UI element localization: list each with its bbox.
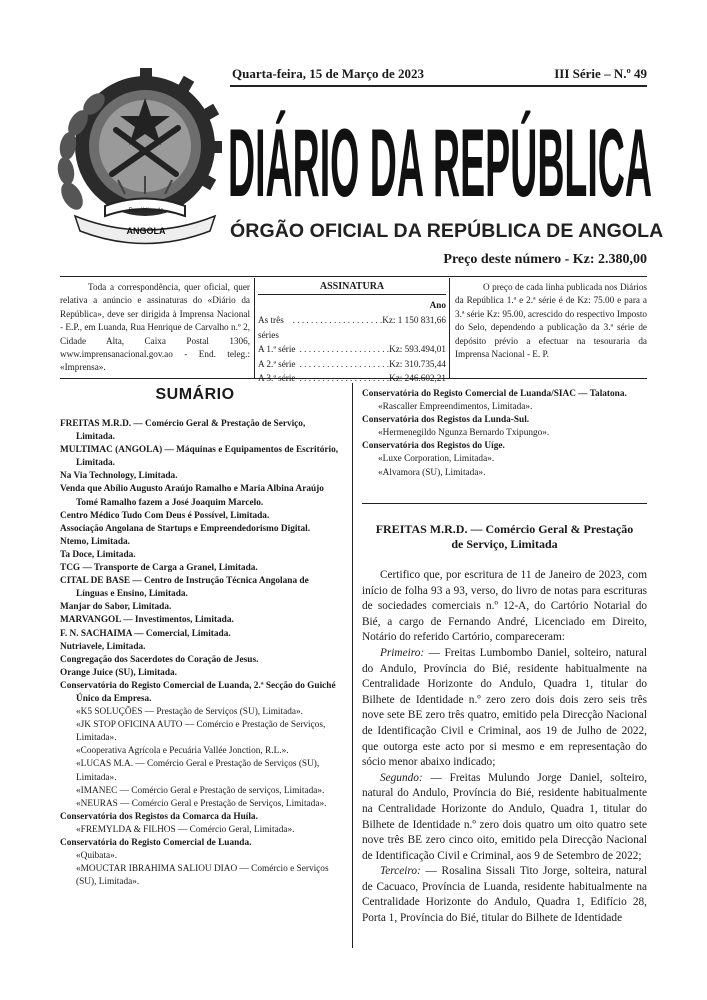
divider [60,378,647,379]
summary-subitem: «Rascaller Empreendimentos, Limitada». [378,402,533,413]
summary-entry: Venda que Abílio Augusto Araújo Ramalho e Maria Albina Araújo Tomé Ramalho fazem a José Joaquim Marcelo. [60,484,324,508]
summary-entry: Conservatória dos Registos do Uíge. [362,441,505,452]
summary-entry: F. N. SACHAIMA — Comercial, Limitada. [60,628,231,639]
summary-entry: Conservatória do Registo Comercial de Luanda. [60,838,252,848]
summary-entry: Conservatória do Registo Comercial de Luanda/SIAC — Talatona. [362,389,627,399]
column-divider [352,383,353,948]
svg-text:República de: República de [128,208,164,214]
article-paragraph: Segundo: — Freitas Mulundo Jorge Daniel, solteiro, natural do Andulo, Província do Bié, residente habitualmente na Centralidade Horizonte do Andulo, Quadra 1, titular do Bilhete de Identidade n.º zero dois quatro um oito quatro sete nove três BE zero cinco oito, emitido pela Direcção Nacional de Identificação Civil e Criminal, aos 9 de Setembro de 2022; [362,771,647,862]
summary-subitem: «Luxe Corporation, Limitada». [378,454,495,465]
summary-entry: Ntemo, Limitada. [60,536,130,547]
summary-entry: Congregação dos Sacerdotes do Coração de Jesus. [60,654,259,665]
summary-list-left [60,418,343,889]
subscription-row: A 3.ª série . . . . . . . . . . . . . . . . . . . . Kz: 246.602,21 [258,373,446,383]
subscription-year-label: Ano [429,300,446,310]
summary-entry: Manjar do Sabor, Limitada. [60,602,172,613]
divider [449,278,450,378]
divider [254,278,255,378]
summary-subitem: «MOUCTAR IBRAHIMA SALIOU DIAO — Comércio e Serviços (SU), Limitada». [76,864,329,888]
summary-entry: Orange Juice (SU), Limitada. [60,667,177,678]
summary-subitem: «Quibata». [76,851,118,862]
summary-list-right [362,388,647,480]
summary-entry: Ta Doce, Limitada. [60,549,136,560]
issue-price: Preço deste número - Kz: 2.380,00 [443,252,647,267]
summary-entry: Associação Angolana de Startups e Empreendedorismo Digital. [60,523,311,534]
subscription-row: As três séries . . . . . . . . . . . . . . . . . . . . Kz: 1 150 831,66 [258,315,446,340]
masthead-text: DIÁRIO DA REPÚBLICA [228,109,652,218]
summary-entry: MARVANGOL — Investimentos, Limitada. [60,615,234,626]
summary-entry: Conservatória dos Registos da Lunda-Sul. [362,415,530,426]
issue-date: Quarta-feira, 15 de Março de 2023 [232,66,425,81]
summary-entry: MULTIMAC (ANGOLA) — Máquinas e Equipamentos de Escritório, Limitada. [60,445,339,469]
svg-text:ANGOLA: ANGOLA [126,226,166,236]
summary-entry: TCG — Transporte de Carga a Granel, Limitada. [60,563,258,574]
summary-entry: FREITAS M.R.D. — Comércio Geral & Prestação de Serviço, Limitada. [60,419,306,443]
subscription-box [258,281,446,386]
summary-subitem: «Hermenegildo Ngunza Bernardo Txipungo». [378,428,550,439]
article-paragraph: Terceiro: — Rosalina Sissali Tito Jorge, solteira, natural de Cacuaco, Província de Luanda, residente habitualmente na Centralidade Horizonte do Andulo, Quadra 1, Edifício 28, Porta 1, Província do Bié, titular do Bilhete de Identidade [362,865,647,925]
subtitle: ÓRGÃO OFICIAL DA REPÚBLICA DE ANGOLA [230,220,664,242]
summary-subitem: «Alvamora (SU), Limitada». [378,467,486,478]
subscription-title: ASSINATURA [258,281,446,295]
summary-entry: Conservatória do Registo Comercial de Luanda, 2.ª Secção do Guiché Único da Empresa. [60,680,336,704]
summary-subitem: «K5 SOLUÇÕES — Prestação de Serviços (SU), Limitada». [76,707,303,718]
summary-subitem: «IMANEC — Comércio Geral e Prestação de serviços, Limitada». [76,785,325,796]
subscription-row: A 2.ª série . . . . . . . . . . . . . . . . . . . . Kz: 310.735,44 [258,358,446,369]
divider [362,503,647,504]
summary-entry: Nutriavele, Limitada. [60,641,146,652]
divider [60,276,647,277]
article-body [362,568,647,927]
header-rule [230,85,647,87]
masthead [226,104,656,218]
article-title: FREITAS M.R.D. — Comércio Geral & Prestação de Serviço, Limitada [375,522,634,551]
summary-entry: Na Via Technology, Limitada. [60,471,178,482]
summary-entry: Conservatória dos Registos da Comarca da Huíla. [60,811,258,822]
subscription-row: A 1.ª série . . . . . . . . . . . . . . . . . . . . Kz: 593.494,01 [258,344,446,354]
article-paragraph: Primeiro: — Freitas Lumbombo Daniel, solteiro, natural do Andulo, Província do Bié, residente habitualmente na Centralidade Horizonte do Andulo, Quadra 1, titular do Bilhete de Identidade n.º zero zero dois dois zero seis três nove sete BE zero três quatro, emitido pela Direcção Nacional de Identificação Civil e Criminal, aos 19 de Julho de 2022, que outorga este acto por si mesmo e em representação do sócio menor abaixo indicado; [362,646,647,769]
summary-subitem: «LUCAS M.A. — Comércio Geral e Prestação de Serviços (SU), Limitada». [76,759,320,783]
issue-series: III Série – N.º 49 [554,66,647,81]
correspondence-info: Toda a correspondência, quer oficial, quer relativa a anúncio e assinaturas do «Diário da República», deve ser dirigida à Imprensa Nacional - E.P., em Luanda, Rua Henrique de Carvalho n.º 2, Cidade Alta, Caixa Postal 1306, www.imprensanacional.gov.ao - End. teleg.: «Imprensa». [60,282,250,373]
summary-subitem: «FREMYLDA & FILHOS — Comércio Geral, Limitada». [76,824,295,835]
gear-icon [75,68,222,216]
article-paragraph: Certifico que, por escritura de 11 de Janeiro de 2023, com início de folha 93 a 93, verso, do livro de notas para escrituras de sociedades comerciais n.º 12-A, do Cartório Notarial do Bié, a cargo de Fernando André, Licenciado em Direito, Notário do referido Cartório, compareceram: [362,569,647,644]
summary-entry: CITAL DE BASE — Centro de Instrução Técnica Angolana de Línguas e Ensino, Limitada. [60,576,309,600]
summary-subitem: «Cooperativa Agrícola e Pecuária Vallée Jonction, R.L.». [76,746,289,757]
summary-subitem: «JK STOP OFICINA AUTO — Comércio e Prestação de Serviços, Limitada». [76,720,326,744]
sumario-title: SUMÁRIO [155,386,235,403]
angola-emblem [50,66,220,241]
summary-subitem: «NEURAS — Comércio Geral e Prestação de Serviços, Limitada». [76,798,327,809]
price-info: O preço de cada linha publicada nos Diários da República 1.ª e 2.ª série é de Kz: 75.00 e para a 3.ª série Kz: 95.00, acrescido do respectivo Imposto do Selo, dependendo a publicação da 3.ª série de depósito prévio a efectuar na tesouraria da Imprensa Nacional - E. P. [455,282,647,360]
summary-entry: Centro Médico Tudo Com Deus é Possível, Limitada. [60,510,270,521]
